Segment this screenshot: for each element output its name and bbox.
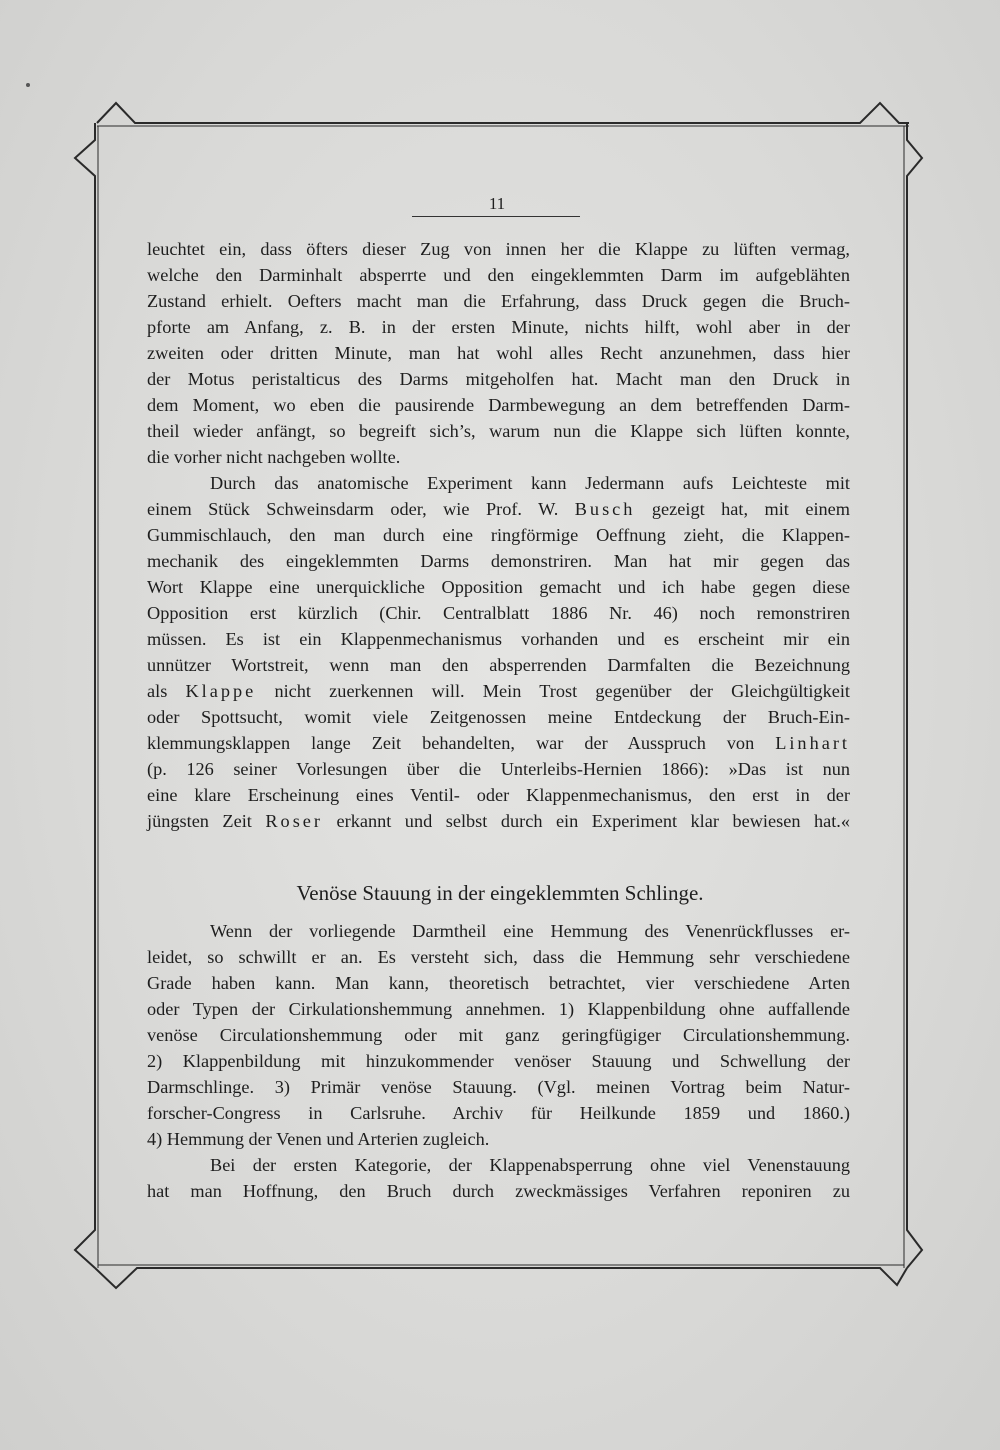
text-line: theil wieder anfängt, so begreift sich’s, warum nun die Klappe sich lüften konnte, — [147, 421, 850, 441]
text-span: gezeigt hat, mit einem — [635, 499, 850, 519]
text-line — [147, 496, 850, 522]
speck — [26, 83, 30, 87]
text-line — [147, 678, 850, 704]
text-line: dem Moment, wo eben die pausirende Darmbewegung an dem betreffenden Darm- — [147, 395, 850, 415]
text-line: oder Typen der Cirkulationshemmung annehmen. 1) Klappenbildung ohne auffallende — [147, 999, 850, 1019]
text-line: Durch das anatomische Experiment kann Jedermann aufs Leichteste mit — [210, 473, 850, 493]
text-line: pforte am Anfang, z. B. in der ersten Minute, nichts hilft, wohl aber in der — [147, 317, 850, 337]
text-span: klemmungsklappen lange Zeit behandelten, war der Ausspruch von — [147, 733, 776, 753]
text-line: Bei der ersten Kategorie, der Klappenabsperrung ohne viel Venenstauung — [210, 1155, 850, 1175]
text-line: Wort Klappe eine unerquickliche Opposition gemacht und ich habe gegen diese — [147, 577, 850, 597]
text-line: zweiten oder dritten Minute, man hat wohl alles Recht anzunehmen, dass hier — [147, 343, 850, 363]
text-line: leidet, so schwillt er an. Es versteht sich, dass die Hemmung sehr verschiedene — [147, 947, 850, 967]
text-line: müssen. Es ist ein Klappenmechanismus vorhanden und es erscheint mir ein — [147, 629, 850, 649]
text-line: 2) Klappenbildung mit hinzukommender venöser Stauung und Schwellung der — [147, 1051, 850, 1071]
page-number: 11 — [488, 194, 506, 213]
text-span: als — [147, 681, 186, 701]
text-line: hat man Hoffnung, den Bruch durch zweckmässiges Verfahren reponiren zu — [147, 1181, 850, 1201]
text-line: der Motus peristalticus des Darms mitgeholfen hat. Macht man den Druck in — [147, 369, 850, 389]
text-line: Gummischlauch, den man durch eine ringförmige Oeffnung zieht, die Klappen- — [147, 525, 850, 545]
text-span: jüngsten Zeit — [147, 811, 266, 831]
text-line: Darmschlinge. 3) Primär venöse Stauung. (Vgl. meinen Vortrag beim Natur- — [147, 1077, 850, 1097]
section-heading: Venöse Stauung in der eingeklemmten Schlinge. — [296, 881, 704, 905]
name-linhart: Linhart — [775, 733, 850, 753]
text-line: die vorher nicht nachgeben wollte. — [147, 447, 401, 467]
page-number-rule — [412, 216, 580, 217]
text-line — [147, 730, 850, 756]
text-line: forscher-Congress in Carlsruhe. Archiv für Heilkunde 1859 und 1860.) — [147, 1103, 850, 1123]
text-span: nicht zuerkennen will. Mein Trost gegenüber der Gleichgültigkeit — [256, 681, 850, 701]
text-line: eine klare Erscheinung eines Ventil- oder Klappenmechanismus, den erst in der — [147, 785, 850, 805]
text-line — [147, 808, 850, 834]
text-span: einem Stück Schweinsdarm oder, wie Prof. W. — [147, 499, 575, 519]
text-line: mechanik des eingeklemmten Darms demonstriren. Man hat mir gegen das — [147, 551, 850, 571]
text-line: Zustand erhielt. Oefters macht man die Erfahrung, dass Druck gegen die Bruch- — [147, 291, 850, 311]
text-line: venöse Circulationshemmung oder mit ganz geringfügiger Circulationshemmung. — [147, 1025, 850, 1045]
name-roser: Roser — [265, 811, 324, 831]
text-line: Wenn der vorliegende Darmtheil eine Hemmung des Venenrückflusses er- — [210, 921, 850, 941]
text-line: (p. 126 seiner Vorlesungen über die Unterleibs-Hernien 1866): »Das ist nun — [147, 759, 850, 779]
text-line: unnützer Wortstreit, wenn man den absperrenden Darmfalten die Bezeichnung — [147, 655, 850, 675]
text-line: 4) Hemmung der Venen und Arterien zugleich. — [147, 1129, 490, 1149]
name-busch: Busch — [574, 499, 636, 519]
text-line: Opposition erst kürzlich (Chir. Centralblatt 1886 Nr. 46) noch remonstriren — [147, 603, 850, 623]
text-line: welche den Darminhalt absperrte und den eingeklemmten Darm im aufgeblähten — [147, 265, 850, 285]
text-line: oder Spottsucht, womit viele Zeitgenossen meine Entdeckung der Bruch-Ein- — [147, 707, 850, 727]
text-line: leuchtet ein, dass öfters dieser Zug von innen her die Klappe zu lüften vermag, — [147, 239, 850, 259]
text-span: erkannt und selbst durch ein Experiment klar bewiesen hat.« — [323, 811, 850, 831]
word-klappe: Klappe — [185, 681, 257, 701]
text-line: Grade haben kann. Man kann, theoretisch betrachtet, vier verschiedene Arten — [147, 973, 850, 993]
